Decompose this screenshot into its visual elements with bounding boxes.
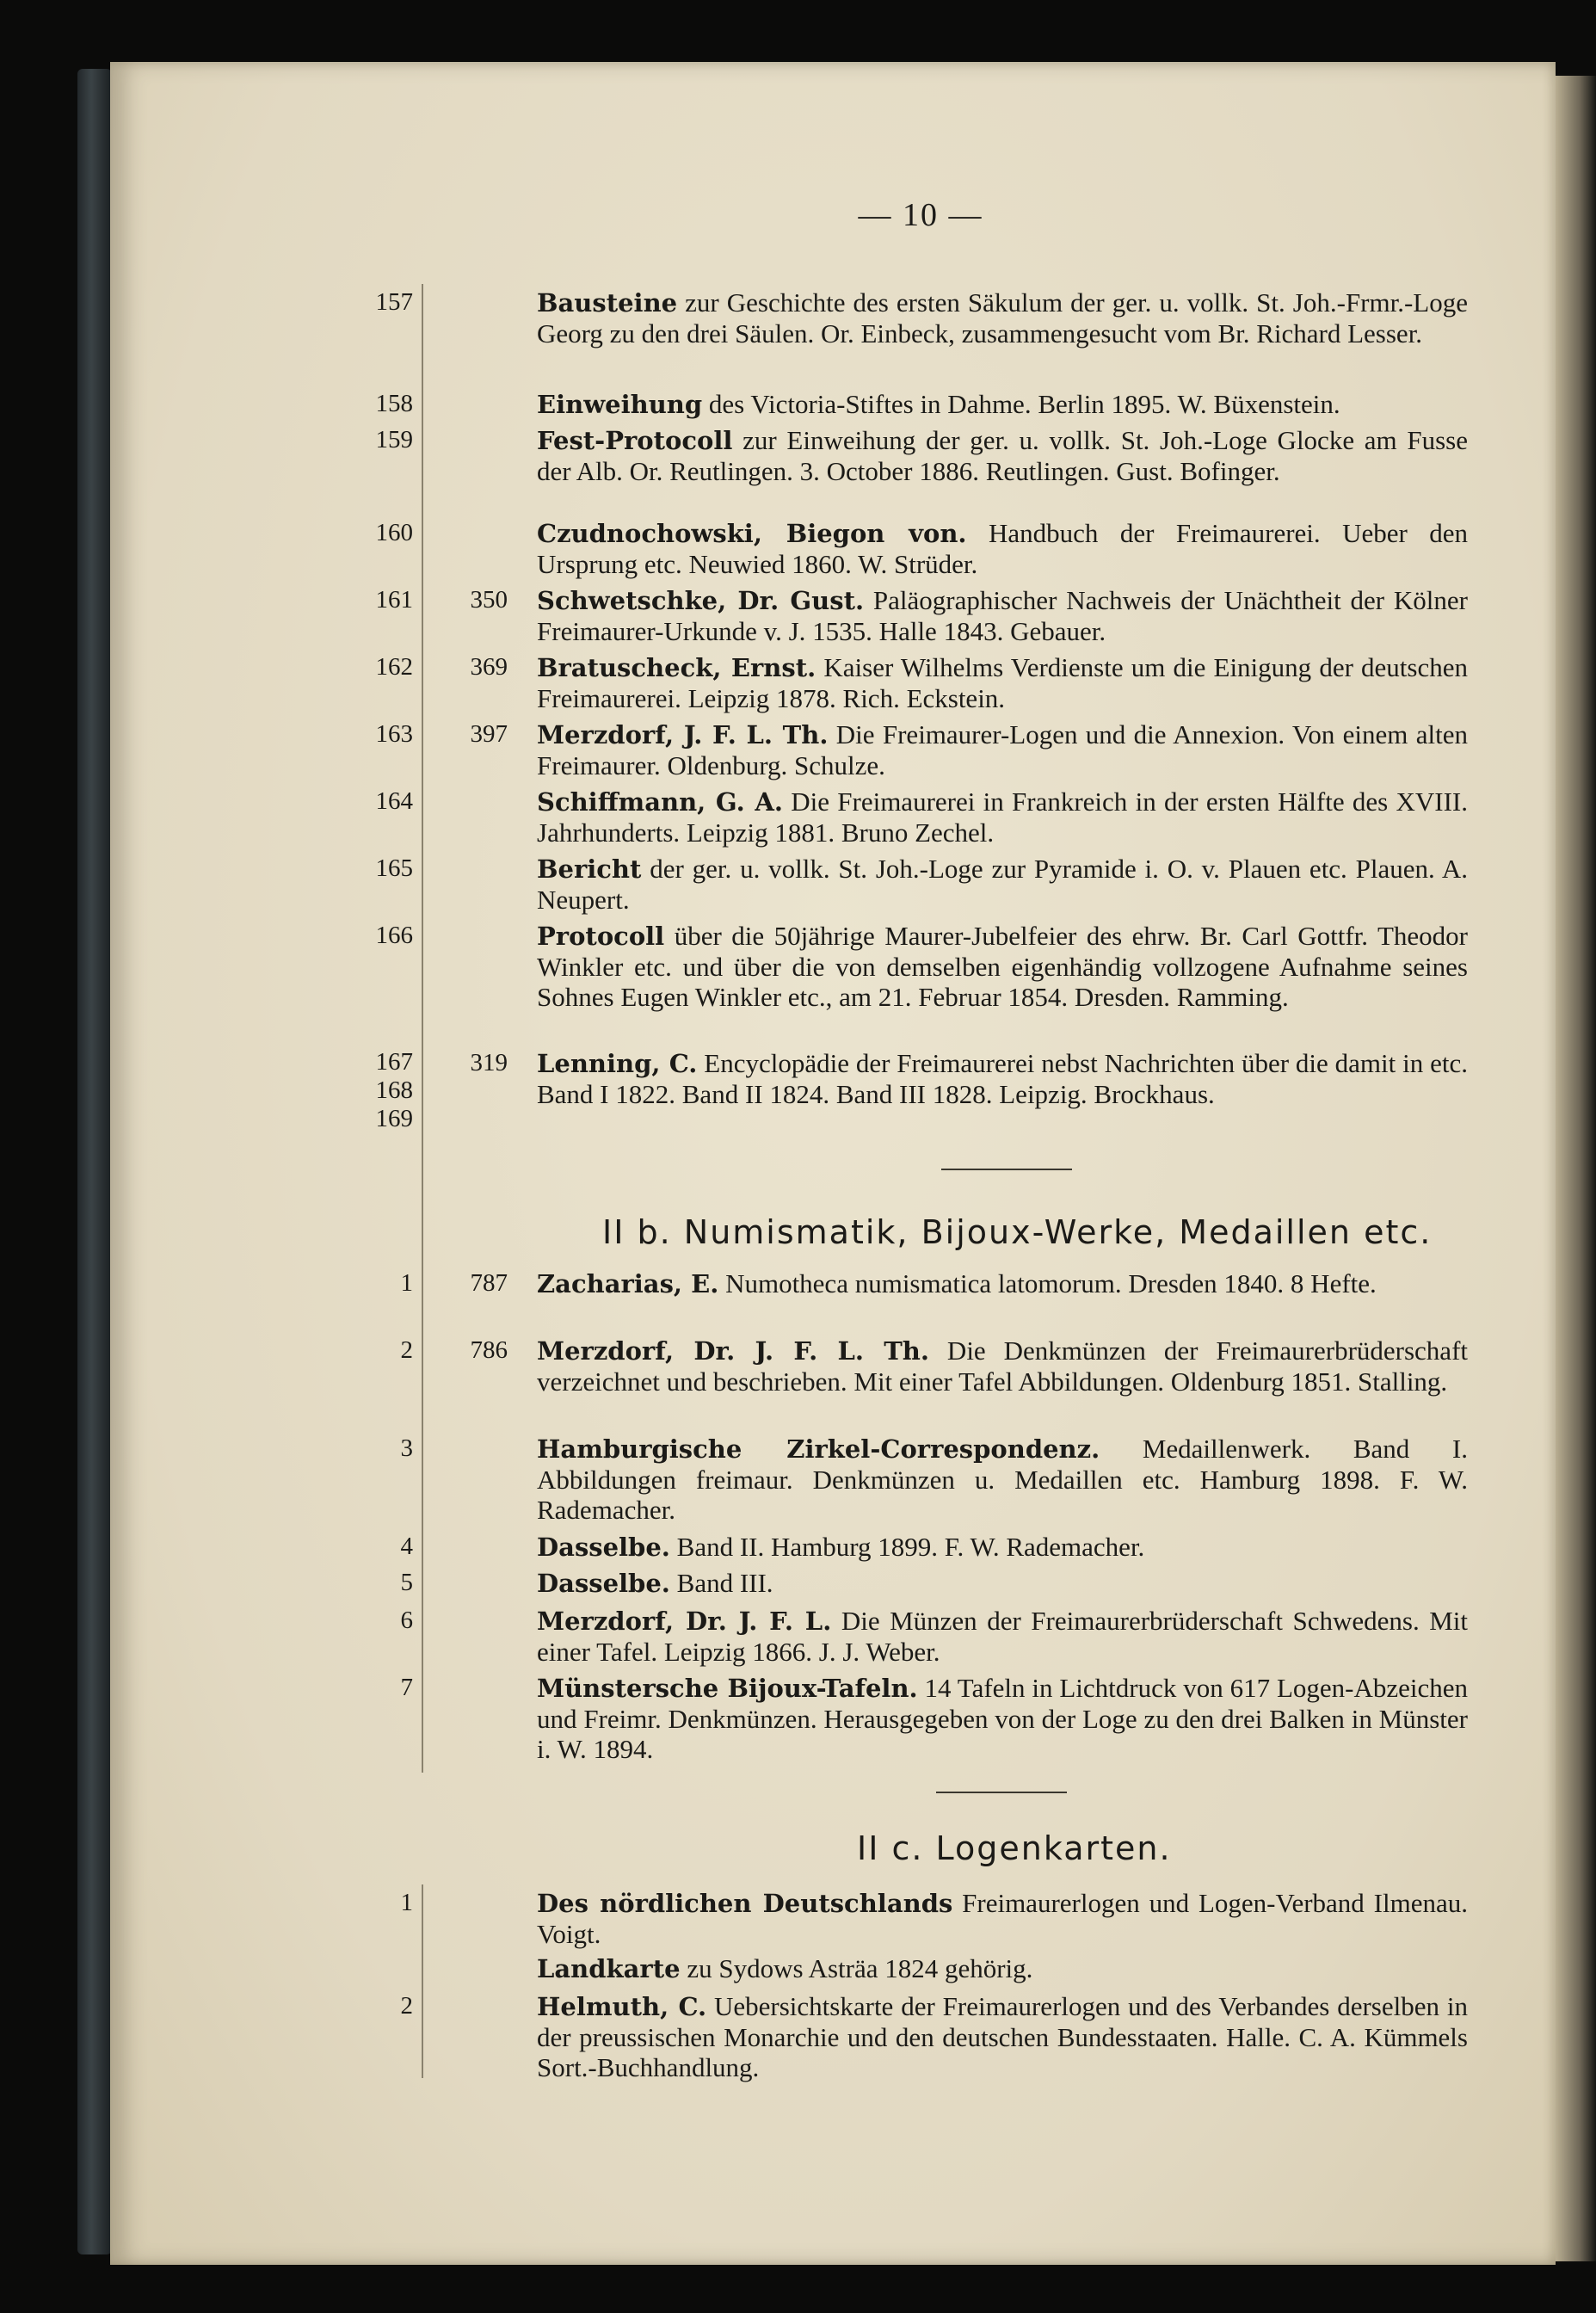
- entry-number: 159: [375, 426, 413, 453]
- entry-head: Helmuth, C.: [537, 1992, 707, 2021]
- column-rule: [422, 1222, 423, 1773]
- entry-rest: Medaillenwerk. Band I. Abbildungen freimaur. Denkmünzen u. Medaillen etc. Hamburg 1898. F. W. Rademacher.: [537, 1434, 1468, 1525]
- entry-number: 164: [375, 787, 413, 815]
- page-number: — 10 —: [858, 197, 983, 233]
- entry-number: 6: [400, 1607, 413, 1634]
- entry-head: Merzdorf, J. F. L. Th.: [537, 720, 829, 749]
- entry-rest: Uebersichtskarte der Freimaurerlogen und des Verbandes derselben in der preussischen Monarchie und den deutschen Bundesstaaten. Halle. C. A. Kümmels Sort.-Buchhandlung.: [537, 1991, 1468, 2082]
- entry-text: [537, 425, 1468, 486]
- entry-head: Münstersche Bijoux-Tafeln.: [537, 1674, 918, 1703]
- entry-rest: Band II. Hamburg 1899. F. W. Rademacher.: [669, 1532, 1145, 1562]
- entry-head: Landkarte: [537, 1954, 681, 1983]
- shelf-mark: 397: [470, 720, 508, 748]
- entry-text: [537, 1532, 1468, 1563]
- entry-rest: zur Einweihung der ger. u. vollk. St. Joh.-Loge Glocke am Fusse der Alb. Or. Reutlingen. 3. October 1886. Reutlingen. Gust. Bofinger.: [537, 425, 1468, 486]
- entry-head: Czudnochowski, Biegon von.: [537, 519, 967, 548]
- entry-rest: Band III.: [669, 1568, 773, 1598]
- shelf-mark: 787: [470, 1269, 508, 1297]
- column-rule: [422, 1884, 423, 2078]
- book-binding: [77, 69, 112, 2254]
- entry-text: [537, 921, 1468, 1012]
- entry-head: Dasselbe.: [537, 1533, 670, 1562]
- entry-rest: Die Denkmünzen der Freimaurerbrüderschaft verzeichnet und beschrieben. Mit einer Tafel Abbildungen. Oldenburg 1851. Stalling.: [537, 1335, 1469, 1397]
- entry-rest: der ger. u. vollk. St. Joh.-Loge zur Pyramide i. O. v. Plauen etc. Plauen. A. Neupert.: [537, 854, 1468, 915]
- entry-rest: des Victoria-Stiftes in Dahme. Berlin 1895. W. Büxenstein.: [702, 389, 1340, 419]
- entry-head: Dasselbe.: [537, 1569, 670, 1598]
- entry-number: 162: [375, 653, 413, 681]
- entry-head: Schiffmann, G. A.: [537, 787, 783, 817]
- entry-text: [537, 287, 1468, 348]
- column-rule: [422, 284, 423, 1222]
- entry-head: Des nördlichen Deutschlands: [537, 1889, 953, 1918]
- entry-number: 160: [375, 519, 413, 546]
- entry-number: 165: [375, 854, 413, 882]
- entry-head: Schwetschke, Dr. Gust.: [537, 586, 865, 615]
- entry-text: [537, 1335, 1468, 1397]
- entry-text: [537, 854, 1468, 915]
- entry-rest: zu Sydows Asträa 1824 gehörig.: [680, 1953, 1033, 1983]
- entry-head: Bratuscheck, Ernst.: [537, 653, 816, 682]
- entry-number: 2: [400, 1336, 413, 1364]
- entry-rest: Die Münzen der Freimaurerbrüderschaft Schwedens. Mit einer Tafel. Leipzig 1866. J. J. Weber.: [537, 1606, 1468, 1667]
- entry-number: 163: [375, 720, 413, 748]
- entry-text: [537, 1888, 1468, 1949]
- entry-number: 166: [375, 922, 413, 949]
- entry-number: 157: [375, 288, 413, 316]
- entry-number: 3: [400, 1434, 413, 1462]
- entry-rest: Numotheca numismatica latomorum. Dresden 1840. 8 Hefte.: [718, 1268, 1377, 1298]
- entry-text: [537, 652, 1468, 713]
- shelf-mark: 319: [470, 1049, 508, 1076]
- entry-rest: zur Geschichte des ersten Säkulum der ger. u. vollk. St. Joh.-Frmr.-Loge Georg zu den drei Säulen. Or. Einbeck, zusammengesucht vom Br. Richard Lesser.: [537, 287, 1468, 348]
- entry-head: Merzdorf, Dr. J. F. L. Th.: [537, 1336, 929, 1366]
- entry-text: [537, 719, 1468, 780]
- section-divider: [936, 1792, 1067, 1793]
- entry-text: [537, 1991, 1468, 2082]
- entry-rest: Encyclopädie der Freimaurerei nebst Nachrichten über die damit in etc. Band I 1822. Band II 1824. Band III 1828. Leipzig. Brockhaus.: [537, 1048, 1469, 1109]
- entry-number: 2: [400, 1992, 413, 2020]
- entry-text: [537, 1434, 1468, 1525]
- entry-text: [537, 389, 1468, 420]
- entry-head: Bericht: [537, 854, 642, 884]
- entry-text: [537, 1673, 1468, 1764]
- entry-head: Zacharias, E.: [537, 1269, 719, 1298]
- section-heading: II b. Numismatik, Bijoux-Werke, Medaillen etc.: [602, 1213, 1433, 1251]
- section-heading: II c. Logenkarten.: [857, 1829, 1172, 1867]
- entry-text: [537, 786, 1468, 848]
- entry-rest: Handbuch der Freimaurerei. Ueber den Ursprung etc. Neuwied 1860. W. Strüder.: [537, 518, 1469, 579]
- entry-text: [537, 1953, 1468, 1984]
- entry-text: [537, 1048, 1468, 1109]
- entry-head: Protocoll: [537, 922, 665, 951]
- entry-rest: Paläographischer Nachweis der Unächtheit der Kölner Freimaurer-Urkunde v. J. 1535. Halle 1843. Gebauer.: [537, 585, 1469, 646]
- entry-head: Hamburgische Zirkel-Correspondenz.: [537, 1434, 1100, 1464]
- entry-text: [537, 585, 1468, 646]
- entry-rest: 14 Tafeln in Lichtdruck von 617 Logen-Abzeichen und Freimr. Denkmünzen. Herausgegeben von der Loge zu den drei Balken in Münster i. W. 1894.: [537, 1673, 1468, 1764]
- entry-rest: Freimaurerlogen und Logen-Verband Ilmenau. Voigt.: [537, 1888, 1468, 1949]
- entry-head: Lenning, C.: [537, 1049, 698, 1078]
- entry-number: 1: [400, 1889, 413, 1916]
- shelf-mark: 369: [470, 653, 508, 681]
- entry-number: 7: [400, 1674, 413, 1701]
- section-divider: [941, 1169, 1072, 1170]
- entry-rest: über die 50jährige Maurer-Jubelfeier des ehrw. Br. Carl Gottfr. Theodor Winkler etc. und über die von demselben eigenhändig vollzogene Aufnahme seines Sohnes Eugen Winkler etc., am 21. Februar 1854. Dresden. Ramming.: [537, 921, 1468, 1012]
- entry-head: Bausteine: [537, 288, 678, 318]
- shelf-mark: 786: [470, 1336, 508, 1364]
- entry-rest: Kaiser Wilhelms Verdienste um die Einigung der deutschen Freimaurerei. Leipzig 1878. Rich. Eckstein.: [537, 652, 1469, 713]
- entry-number: 167 168 169: [375, 1048, 413, 1132]
- entry-head: Merzdorf, Dr. J. F. L.: [537, 1607, 832, 1636]
- entry-rest: Die Freimaurerei in Frankreich in der ersten Hälfte des XVIII. Jahrhunderts. Leipzig 1881. Bruno Zechel.: [537, 786, 1468, 848]
- entry-text: [537, 1268, 1468, 1299]
- page-edge: [1556, 76, 1596, 2261]
- entry-rest: Die Freimaurer-Logen und die Annexion. Von einem alten Freimaurer. Oldenburg. Schulze.: [537, 719, 1468, 780]
- entry-number: 4: [400, 1533, 413, 1560]
- entry-number: 161: [375, 586, 413, 614]
- entry-head: Fest-Protocoll: [537, 426, 733, 455]
- entry-text: [537, 518, 1468, 579]
- entry-number: 158: [375, 390, 413, 417]
- entry-text: [537, 1606, 1468, 1667]
- entry-text: [537, 1568, 1468, 1599]
- entry-head: Einweihung: [537, 390, 703, 419]
- shelf-mark: 350: [470, 586, 508, 614]
- entry-number: 5: [400, 1569, 413, 1596]
- entry-number: 1: [400, 1269, 413, 1297]
